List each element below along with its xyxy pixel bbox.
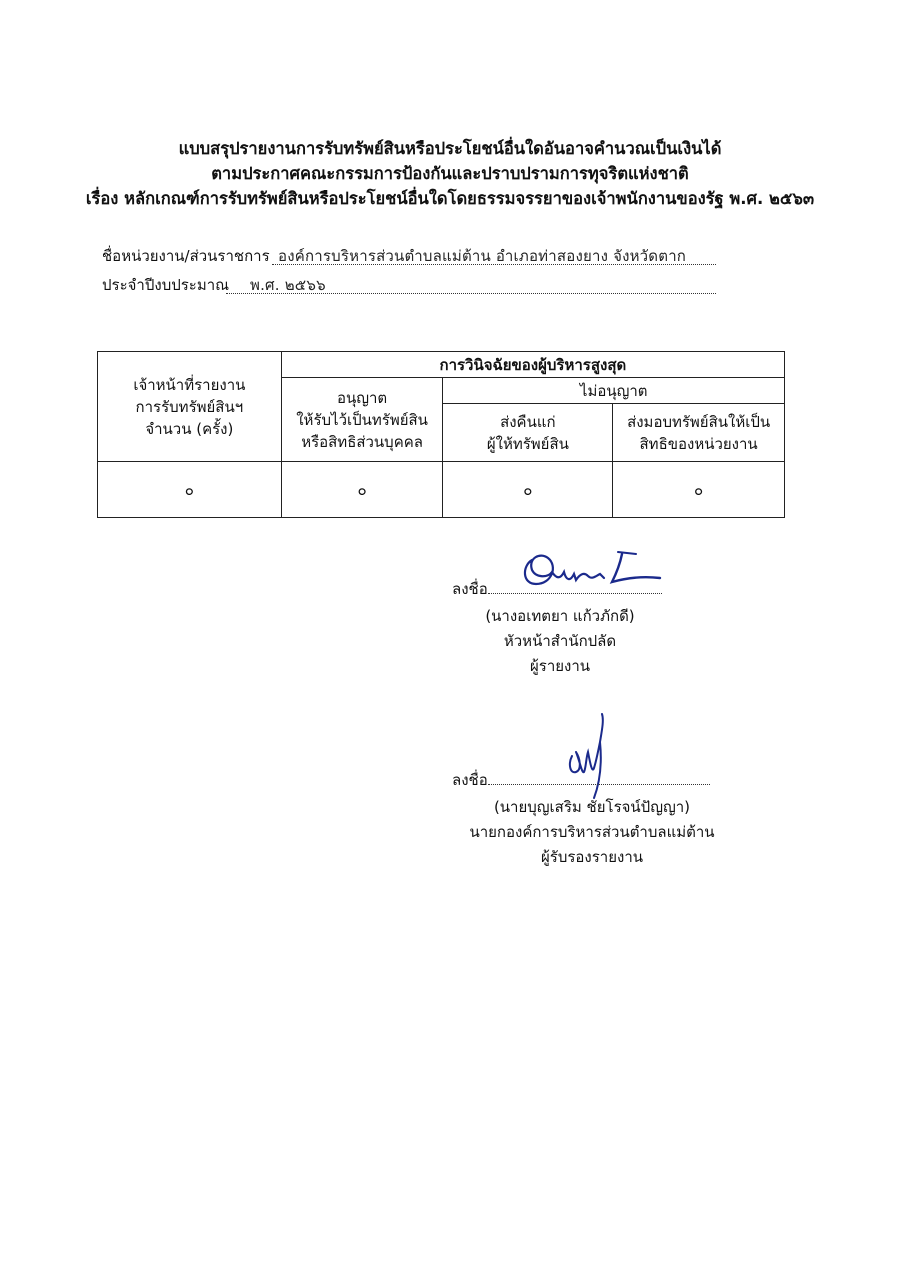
handed-over-count-cell: ๐ [613, 462, 785, 518]
fiscal-year-row [102, 275, 326, 295]
decision-header: การวินิจฉัยของผู้บริหารสูงสุด [281, 352, 784, 378]
allowed-header: อนุญาต ให้รับไว้เป็นทรัพย์สิน หรือสิทธิส่วนบุคคล [281, 378, 443, 462]
certifier-position: นายกองค์การบริหารส่วนตำบลแม่ต้าน [469, 823, 715, 841]
allowed-count-cell: ๐ [281, 462, 443, 518]
fiscal-year-label: ประจำปีงบประมาณ [102, 276, 230, 294]
table-row [98, 462, 785, 518]
document-title [0, 136, 900, 211]
title-line-3: เรื่อง หลักเกณฑ์การรับทรัพย์สินหรือประโยชน์อื่นใดโดยธรรมจรรยาของเจ้าพนักงานของรัฐ พ.ศ. ๒๕๖๓ [85, 189, 815, 208]
reporter-role: ผู้รายงาน [529, 657, 591, 675]
not-allowed-header: ไม่อนุญาต [443, 378, 785, 404]
reporter-count-header: เจ้าหน้าที่รายงาน การรับทรัพย์สินฯ จำนวน (ครั้ง) [98, 352, 282, 462]
agency-field [272, 246, 716, 265]
fiscal-year-value: พ.ศ. ๒๕๖๖ [250, 276, 326, 294]
certifier-sign-label: ลงชื่อ [452, 771, 488, 789]
summary-table [97, 351, 785, 518]
reporter-sign-line [452, 577, 662, 601]
title-line-1: แบบสรุปรายงานการรับทรัพย์สินหรือประโยชน์อื่นใดอันอาจคำนวณเป็นเงินได้ [178, 139, 722, 158]
report-count-cell: ๐ [98, 462, 282, 518]
agency-label: ชื่อหน่วยงาน/ส่วนราชการ [102, 247, 270, 265]
reporter-sign-label: ลงชื่อ [452, 580, 488, 598]
certifier-sign-dots [488, 768, 710, 785]
certifier-name: (นายบุญเสริม ชัยโรจน์ปัญญา) [493, 798, 691, 816]
reporter-position: หัวหน้าสำนักปลัด [503, 632, 617, 650]
reporter-sign-dots [488, 577, 662, 594]
reporter-name: (นางอเทตยา แก้วภักดี) [485, 607, 635, 625]
certifier-details [454, 795, 730, 870]
title-line-2: ตามประกาศคณะกรรมการป้องกันและปราบปรามการทุจริตแห่งชาติ [211, 164, 689, 183]
reporter-details [470, 604, 650, 679]
return-to-giver-header: ส่งคืนแก่ ผู้ให้ทรัพย์สิน [443, 404, 613, 462]
agency-value: องค์การบริหารส่วนตำบลแม่ต้าน อำเภอท่าสองยาง จังหวัดตาก [278, 247, 687, 265]
returned-count-cell: ๐ [443, 462, 613, 518]
certifier-role: ผู้รับรองรายงาน [540, 848, 644, 866]
handover-to-agency-header: ส่งมอบทรัพย์สินให้เป็น สิทธิของหน่วยงาน [613, 404, 785, 462]
fiscal-year-field [226, 275, 716, 294]
agency-row [102, 246, 687, 266]
certifier-sign-line [452, 768, 710, 792]
